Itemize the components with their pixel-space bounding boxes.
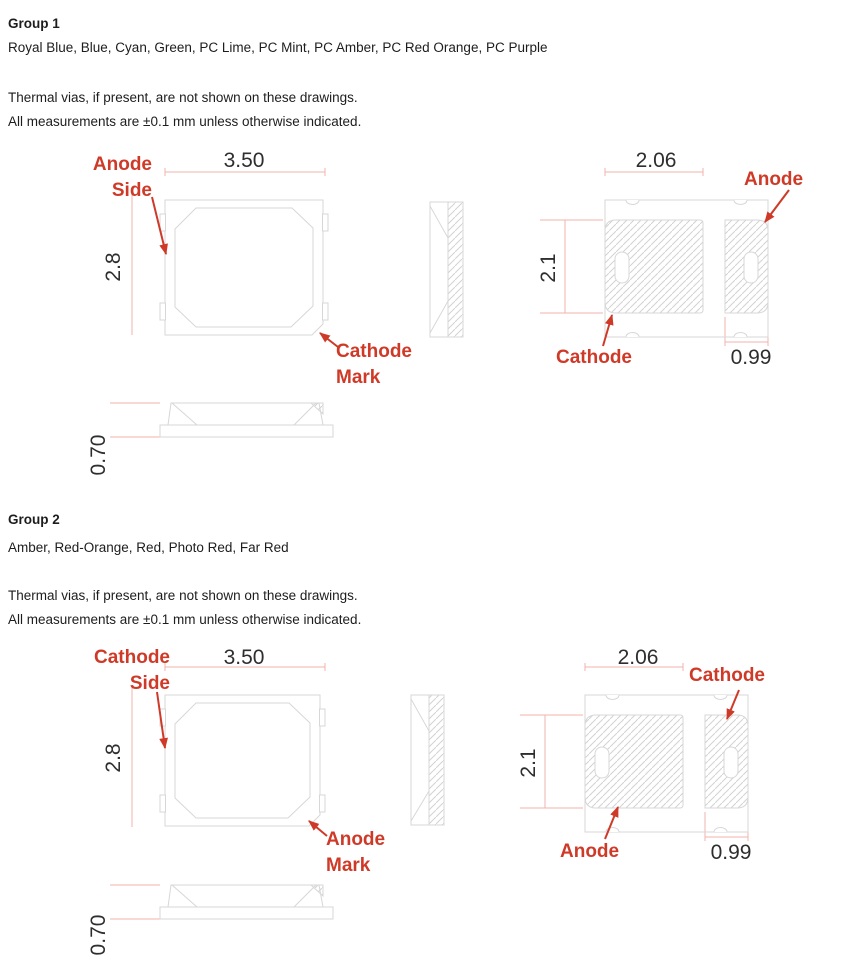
tolerance-note: All measurements are ±0.1 mm unless otherwise indicated. <box>8 114 362 129</box>
mark-leader-arrow <box>309 821 327 836</box>
group-title: Group 2 <box>8 512 60 527</box>
pad-height-dim: 2.1 <box>537 253 560 283</box>
top-view-height-dim: 2.8 <box>102 252 125 282</box>
bottom-pad-view-drawing <box>540 168 768 346</box>
side-view-drawing <box>411 695 444 825</box>
top-view-drawing <box>132 168 328 335</box>
pad-polarity-top-label: Cathode <box>689 665 765 686</box>
tolerance-note: All measurements are ±0.1 mm unless otherwise indicated. <box>8 612 362 627</box>
pad-top-leader-arrow <box>765 190 789 222</box>
thermal-vias-note: Thermal vias, if present, are not shown on these drawings. <box>8 588 358 603</box>
bottom-pad-view-drawing <box>520 663 748 841</box>
pad-polarity-top-label: Anode <box>744 169 804 190</box>
top-view-width-dim: 3.50 <box>223 646 265 669</box>
group-color-list: Royal Blue, Blue, Cyan, Green, PC Lime, PC Mint, PC Amber, PC Red Orange, PC Purple <box>8 40 548 55</box>
pad-height-dim: 2.1 <box>517 748 540 778</box>
pad-width-dim: 2.06 <box>635 149 677 172</box>
small-pad-width-dim: 0.99 <box>730 346 772 369</box>
top-view-height-dim: 2.8 <box>102 743 125 773</box>
small-pad-width-dim: 0.99 <box>710 841 752 864</box>
group-color-list: Amber, Red-Orange, Red, Photo Red, Far Red <box>8 540 289 555</box>
top-view-width-dim: 3.50 <box>223 149 265 172</box>
pad-bottom-leader-arrow <box>605 807 618 839</box>
thickness-dim: 0.70 <box>87 914 110 956</box>
pad-width-dim: 2.06 <box>617 646 659 669</box>
group-title: Group 1 <box>8 16 60 31</box>
pad-bottom-leader-arrow <box>603 315 612 346</box>
pad-polarity-bottom-label: Anode <box>560 841 620 862</box>
polarity-mark-label: Cathode Mark <box>336 341 412 388</box>
thermal-vias-note: Thermal vias, if present, are not shown on these drawings. <box>8 90 358 105</box>
polarity-side-label: Anode Side <box>92 154 152 201</box>
pad-polarity-bottom-label: Cathode <box>556 347 632 368</box>
polarity-side-label: Cathode Side <box>94 647 170 694</box>
side-view-drawing <box>430 202 463 337</box>
polarity-mark-label: Anode Mark <box>326 829 386 876</box>
thickness-dim: 0.70 <box>87 434 110 476</box>
front-elevation-drawing <box>110 885 333 919</box>
front-elevation-drawing <box>110 403 333 437</box>
